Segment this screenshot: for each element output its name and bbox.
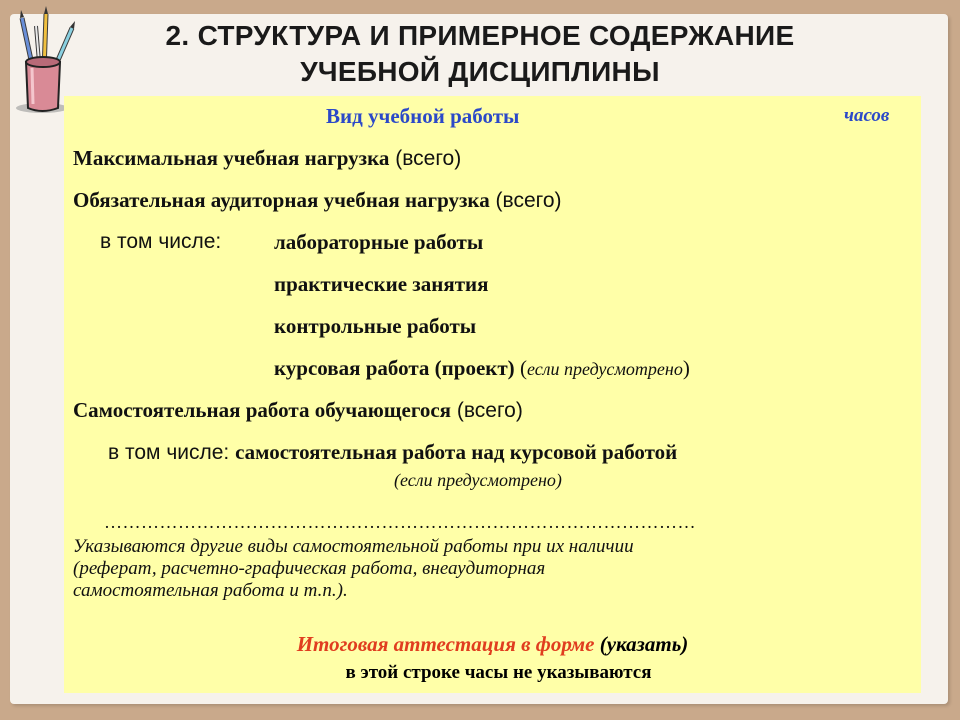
self-work-suffix: (всего) bbox=[451, 399, 523, 422]
row-max-load-label: Максимальная учебная нагрузка bbox=[73, 146, 390, 170]
final-attestation bbox=[64, 632, 921, 657]
page-title bbox=[110, 18, 850, 90]
row-control-works: контрольные работы bbox=[274, 314, 477, 338]
final-attestation-note: в этой строке часы не указываются bbox=[345, 662, 652, 683]
self-work-label: Самостоятельная работа обучающегося bbox=[73, 398, 452, 422]
note-line-3: самостоятельная работа и т.п.). bbox=[73, 580, 348, 601]
row-max-load bbox=[73, 146, 461, 171]
dotted-line: …………………………………………………………………………………… bbox=[104, 512, 696, 532]
course-work-note: если предусмотрено bbox=[526, 359, 683, 379]
row-lab-works: лабораторные работы bbox=[274, 230, 484, 254]
row-auditory-load-label: Обязательная аудиторная учебная нагрузка bbox=[73, 188, 490, 212]
including-label-2: в том числе: bbox=[108, 441, 236, 464]
course-work-label: курсовая работа (проект) bbox=[274, 356, 515, 380]
self-course-work-label: самостоятельная работа над курсовой работой bbox=[235, 440, 678, 464]
including-label: в том числе: bbox=[100, 230, 222, 253]
final-attestation-label: Итоговая аттестация в форме bbox=[296, 632, 595, 656]
course-work-paren-open: ( bbox=[514, 356, 527, 380]
final-attestation-specify: (указать) bbox=[594, 632, 689, 656]
title-line-2: УЧЕБНОЙ ДИСЦИПЛИНЫ bbox=[300, 56, 660, 87]
row-auditory-load-suffix: (всего) bbox=[489, 189, 562, 212]
row-practice: практические занятия bbox=[274, 272, 489, 296]
self-course-work-note: (если предусмотрено) bbox=[394, 470, 562, 490]
row-self-work bbox=[73, 398, 523, 423]
study-work-table bbox=[64, 96, 921, 693]
note-line-1: Указываются другие виды самостоятельной работы при их наличии bbox=[73, 536, 634, 557]
course-work-paren-close: ) bbox=[682, 356, 690, 380]
note-line-2: (реферат, расчетно-графическая работа, внеаудиторная bbox=[73, 558, 546, 579]
header-work-type: Вид учебной работы bbox=[326, 104, 520, 128]
row-auditory-load bbox=[73, 188, 562, 213]
row-course-work bbox=[274, 356, 690, 381]
title-line-1: 2. СТРУКТУРА И ПРИМЕРНОЕ СОДЕРЖАНИЕ bbox=[165, 20, 795, 51]
row-max-load-suffix: (всего) bbox=[389, 147, 462, 170]
header-hours: часов bbox=[844, 105, 890, 126]
other-work-note bbox=[73, 536, 634, 602]
row-self-course-work bbox=[108, 440, 677, 465]
